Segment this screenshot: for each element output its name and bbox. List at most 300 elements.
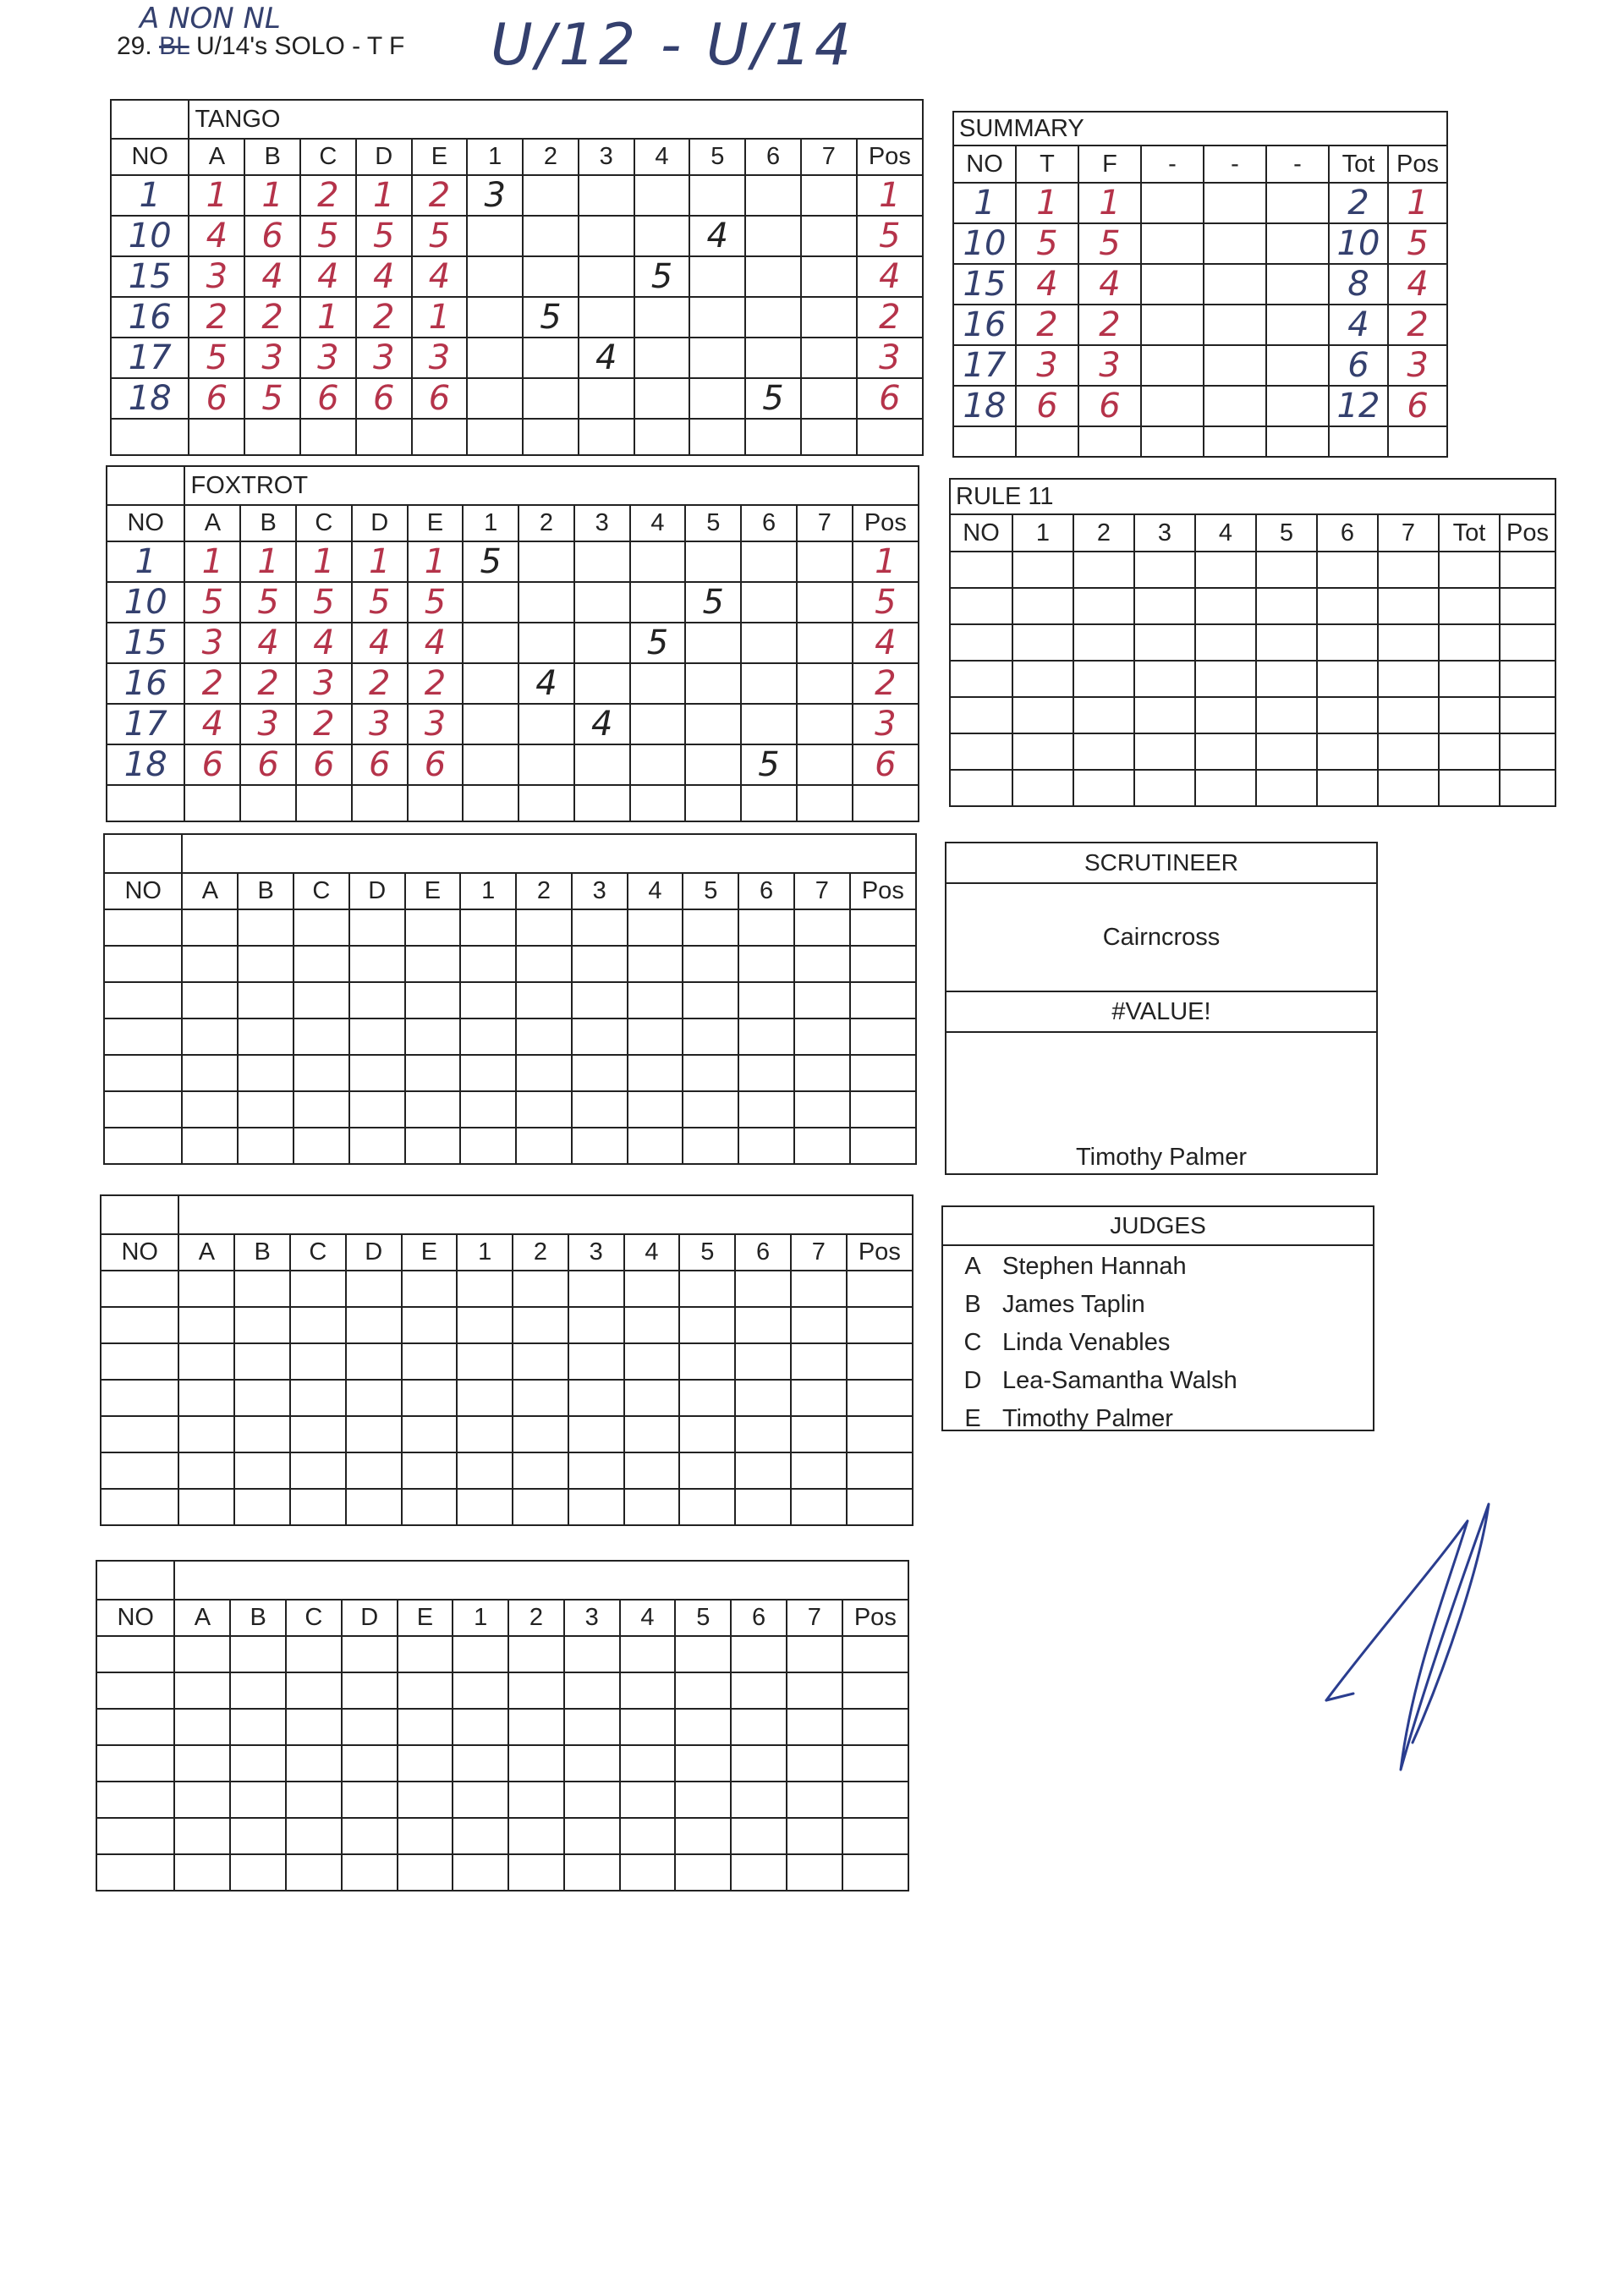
empty-cell [620, 1672, 676, 1709]
empty-cell [349, 1091, 405, 1128]
column-header: NO [104, 873, 182, 909]
empty-cell [174, 1782, 230, 1818]
mark-cell: 5 [300, 216, 356, 256]
mark-cell: 4 [240, 623, 296, 663]
empty-cell [624, 1271, 680, 1307]
empty-cell [1134, 697, 1195, 733]
empty-cell [460, 946, 516, 982]
empty-cell [950, 770, 1012, 806]
mark-cell: 2 [296, 704, 352, 744]
empty-cell [953, 426, 1016, 457]
mark-cell: 3 [1078, 345, 1141, 386]
column-header: 7 [791, 1234, 847, 1271]
mark-cell [467, 256, 523, 297]
column-header: 6 [738, 873, 794, 909]
mark-cell [189, 419, 244, 455]
column-header: 3 [574, 505, 630, 541]
mark-cell: 1 [356, 175, 412, 216]
empty-cell [290, 1452, 346, 1489]
competitor-number [111, 419, 189, 455]
position-mark: 1 [1388, 183, 1447, 223]
column-header: D [346, 1234, 402, 1271]
mark-cell: 4 [689, 216, 745, 256]
empty-cell [1256, 733, 1317, 770]
foxtrot-table [106, 465, 919, 822]
empty-cell [1439, 661, 1500, 697]
blank-dance-table-1 [103, 833, 917, 1165]
empty-cell [182, 909, 238, 946]
empty-cell [1378, 770, 1439, 806]
empty-cell [174, 1709, 230, 1745]
mark-cell [797, 704, 853, 744]
column-header: 1 [460, 873, 516, 909]
mark-cell [745, 175, 801, 216]
empty-cell [349, 909, 405, 946]
mark-cell [745, 256, 801, 297]
position-mark: 5 [857, 216, 923, 256]
empty-cell [460, 1128, 516, 1164]
mark-cell [574, 663, 630, 704]
column-header: 7 [787, 1600, 842, 1636]
judge-letter: D [963, 1367, 982, 1394]
empty-cell [842, 1636, 908, 1672]
total-cell: 8 [1329, 264, 1388, 305]
mark-cell: 4 [412, 256, 468, 297]
empty-cell [735, 1489, 791, 1525]
column-header: C [296, 505, 352, 541]
mark-cell [630, 704, 686, 744]
empty-cell [178, 1489, 234, 1525]
empty-cell [398, 1672, 453, 1709]
empty-cell [1439, 624, 1500, 661]
mark-cell: 2 [1078, 305, 1141, 345]
empty-cell [683, 1055, 738, 1091]
empty-cell [405, 909, 461, 946]
empty-cell [174, 1745, 230, 1782]
empty-cell [402, 1307, 458, 1343]
empty-cell [513, 1271, 568, 1307]
empty-cell [842, 1672, 908, 1709]
empty-cell [457, 1380, 513, 1416]
empty-cell [294, 1128, 349, 1164]
empty-cell [735, 1343, 791, 1380]
empty-cell [402, 1271, 458, 1307]
empty-cell [402, 1416, 458, 1452]
empty-cell [1073, 733, 1134, 770]
column-header: NO [953, 145, 1016, 183]
empty-cell [1012, 588, 1073, 624]
empty-cell [346, 1307, 402, 1343]
column-header: 7 [1378, 514, 1439, 552]
empty-cell [1012, 697, 1073, 733]
empty-cell [572, 982, 628, 1018]
empty-cell [342, 1745, 398, 1782]
empty-cell [794, 909, 850, 946]
mark-cell [801, 256, 857, 297]
empty-cell [624, 1416, 680, 1452]
mark-cell [240, 785, 296, 821]
column-header: NO [101, 1234, 178, 1271]
mark-cell [745, 216, 801, 256]
empty-cell [96, 1782, 174, 1818]
mark-cell: 5 [741, 744, 797, 785]
empty-cell [787, 1636, 842, 1672]
competitor-number: 18 [107, 744, 184, 785]
column-header: C [290, 1234, 346, 1271]
judge-letter: E [964, 1405, 981, 1432]
empty-cell [1317, 588, 1378, 624]
empty-cell [104, 1091, 182, 1128]
mark-cell: 3 [296, 663, 352, 704]
empty-cell [1439, 588, 1500, 624]
empty-cell [791, 1271, 847, 1307]
empty-cell [679, 1271, 735, 1307]
mark-cell [184, 785, 240, 821]
column-header: 3 [564, 1600, 620, 1636]
mark-cell: 3 [352, 704, 408, 744]
judge-row [943, 1400, 1373, 1438]
column-header: 2 [516, 873, 572, 909]
empty-cell [1439, 733, 1500, 770]
mark-cell [518, 704, 574, 744]
empty-cell [1073, 697, 1134, 733]
column-header: 6 [741, 505, 797, 541]
column-header: 5 [683, 873, 738, 909]
empty-cell [679, 1452, 735, 1489]
competitor-number: 1 [107, 541, 184, 582]
empty-cell [675, 1672, 731, 1709]
mark-cell [1266, 345, 1329, 386]
empty-cell [457, 1343, 513, 1380]
empty-cell [405, 1091, 461, 1128]
empty-cell [96, 1636, 174, 1672]
mark-cell [1266, 183, 1329, 223]
column-header: 7 [797, 505, 853, 541]
empty-cell [402, 1452, 458, 1489]
mark-cell [579, 419, 634, 455]
empty-cell [174, 1636, 230, 1672]
empty-cell [620, 1854, 676, 1891]
empty-cell [1195, 624, 1256, 661]
mark-cell: 1 [240, 541, 296, 582]
empty-cell [453, 1745, 508, 1782]
empty-cell [96, 1745, 174, 1782]
column-header: D [342, 1600, 398, 1636]
judge-row [943, 1286, 1373, 1324]
position-mark: 4 [853, 623, 919, 663]
empty-cell [1195, 770, 1256, 806]
empty-cell [847, 1307, 913, 1343]
empty-cell [1500, 661, 1555, 697]
empty-cell [850, 1128, 916, 1164]
empty-cell [101, 1380, 178, 1416]
mark-cell [741, 541, 797, 582]
column-header: - [1141, 145, 1204, 183]
column-header: B [230, 1600, 286, 1636]
empty-cell [398, 1745, 453, 1782]
column-header: 6 [735, 1234, 791, 1271]
empty-cell [683, 1091, 738, 1128]
mark-cell [467, 338, 523, 378]
empty-cell [735, 1452, 791, 1489]
mark-cell: 4 [408, 623, 464, 663]
summary-title: SUMMARY [953, 112, 1447, 145]
mark-cell: 1 [300, 297, 356, 338]
empty-cell [679, 1307, 735, 1343]
empty-cell [850, 909, 916, 946]
column-header: 1 [1012, 514, 1073, 552]
empty-cell [1012, 624, 1073, 661]
empty-cell [290, 1416, 346, 1452]
empty-cell [508, 1854, 564, 1891]
mark-cell [579, 216, 634, 256]
empty-cell [1195, 588, 1256, 624]
empty-cell [1195, 733, 1256, 770]
empty-cell [230, 1672, 286, 1709]
empty-cell [182, 1055, 238, 1091]
mark-cell [518, 744, 574, 785]
mark-cell [741, 623, 797, 663]
column-header: 1 [457, 1234, 513, 1271]
mark-cell [1141, 183, 1204, 223]
empty-cell [453, 1854, 508, 1891]
mark-cell [685, 704, 741, 744]
blank-dance-table-2 [100, 1194, 914, 1526]
empty-cell [96, 1709, 174, 1745]
mark-cell [574, 623, 630, 663]
empty-cell [787, 1672, 842, 1709]
empty-cell [628, 1018, 683, 1055]
empty-cell [1141, 426, 1204, 457]
empty-cell [1378, 624, 1439, 661]
column-header: 4 [630, 505, 686, 541]
judge-letter: A [964, 1253, 981, 1280]
judge-row [943, 1362, 1373, 1400]
position-mark: 6 [1388, 386, 1447, 426]
mark-cell [801, 378, 857, 419]
empty-cell [675, 1782, 731, 1818]
empty-cell [1317, 770, 1378, 806]
empty-cell [182, 982, 238, 1018]
mark-cell [467, 297, 523, 338]
empty-cell [1439, 697, 1500, 733]
empty-cell [513, 1489, 568, 1525]
mark-cell: 4 [184, 704, 240, 744]
mark-cell [1204, 386, 1266, 426]
empty-cell [628, 1091, 683, 1128]
mark-cell [1141, 386, 1204, 426]
mark-cell: 6 [244, 216, 300, 256]
empty-cell [731, 1745, 787, 1782]
competitor-number: 16 [111, 297, 189, 338]
position-mark: 6 [857, 378, 923, 419]
empty-cell [850, 1018, 916, 1055]
mark-cell [518, 541, 574, 582]
empty-cell [453, 1709, 508, 1745]
scrutineer-value: #VALUE! [946, 992, 1376, 1033]
judges-box [941, 1205, 1374, 1431]
column-header: 7 [794, 873, 850, 909]
table-corner-cell [111, 100, 189, 139]
mark-cell [574, 541, 630, 582]
signature-icon [1320, 1497, 1506, 1785]
mark-cell [741, 582, 797, 623]
competitor-number: 17 [107, 704, 184, 744]
empty-cell [620, 1782, 676, 1818]
column-header: E [398, 1600, 453, 1636]
rule11-table [949, 478, 1556, 807]
empty-cell [460, 1091, 516, 1128]
column-header: Pos [847, 1234, 913, 1271]
empty-cell [950, 588, 1012, 624]
empty-cell [104, 1055, 182, 1091]
mark-cell: 5 [408, 582, 464, 623]
mark-cell [467, 419, 523, 455]
mark-cell [634, 378, 690, 419]
mark-cell [801, 297, 857, 338]
table-corner-cell [104, 834, 182, 873]
empty-cell [101, 1452, 178, 1489]
empty-cell [950, 552, 1012, 588]
empty-cell [457, 1489, 513, 1525]
mark-cell: 4 [296, 623, 352, 663]
empty-cell [238, 909, 294, 946]
empty-cell [290, 1271, 346, 1307]
empty-cell [1256, 552, 1317, 588]
empty-cell [453, 1636, 508, 1672]
judge-name: James Taplin [1002, 1291, 1145, 1318]
empty-cell [346, 1271, 402, 1307]
empty-cell [1378, 733, 1439, 770]
empty-cell [460, 1055, 516, 1091]
empty-cell [453, 1782, 508, 1818]
column-header: D [349, 873, 405, 909]
mark-cell [356, 419, 412, 455]
mark-cell: 3 [408, 704, 464, 744]
mark-cell: 1 [1078, 183, 1141, 223]
empty-cell [794, 1055, 850, 1091]
empty-cell [791, 1416, 847, 1452]
empty-cell [182, 946, 238, 982]
empty-cell [460, 982, 516, 1018]
empty-cell [847, 1343, 913, 1380]
mark-cell: 5 [352, 582, 408, 623]
mark-cell: 3 [467, 175, 523, 216]
competitor-number [107, 785, 184, 821]
column-header: Pos [842, 1600, 908, 1636]
judge-row [943, 1324, 1373, 1362]
empty-cell [628, 946, 683, 982]
position-mark: 2 [1388, 305, 1447, 345]
mark-cell: 6 [240, 744, 296, 785]
mark-cell [463, 704, 518, 744]
column-header: 5 [675, 1600, 731, 1636]
empty-cell [286, 1782, 342, 1818]
mark-cell [797, 663, 853, 704]
empty-cell [624, 1380, 680, 1416]
empty-cell [516, 982, 572, 1018]
empty-cell [346, 1489, 402, 1525]
column-header: Tot [1439, 514, 1500, 552]
empty-cell [624, 1343, 680, 1380]
column-header: 6 [745, 139, 801, 175]
mark-cell [634, 175, 690, 216]
empty-cell [731, 1782, 787, 1818]
mark-cell [797, 541, 853, 582]
mark-cell [518, 582, 574, 623]
mark-cell: 2 [184, 663, 240, 704]
empty-cell [230, 1782, 286, 1818]
empty-cell [842, 1782, 908, 1818]
mark-cell [745, 419, 801, 455]
empty-cell [182, 1091, 238, 1128]
empty-cell [101, 1307, 178, 1343]
column-header: A [178, 1234, 234, 1271]
empty-cell [1134, 733, 1195, 770]
empty-cell [624, 1489, 680, 1525]
mark-cell: 1 [412, 297, 468, 338]
dance-title [178, 1195, 913, 1234]
column-header: 2 [518, 505, 574, 541]
empty-cell [286, 1818, 342, 1854]
empty-cell [620, 1709, 676, 1745]
mark-cell [689, 297, 745, 338]
empty-cell [683, 946, 738, 982]
empty-cell [738, 1055, 794, 1091]
mark-cell [634, 216, 690, 256]
empty-cell [238, 982, 294, 1018]
judge-name: Linda Venables [1002, 1329, 1171, 1356]
mark-cell [689, 338, 745, 378]
empty-cell [683, 1128, 738, 1164]
empty-cell [572, 1091, 628, 1128]
empty-cell [568, 1307, 624, 1343]
empty-cell [950, 733, 1012, 770]
empty-cell [1500, 697, 1555, 733]
empty-cell [290, 1307, 346, 1343]
empty-cell [104, 1128, 182, 1164]
empty-cell [1317, 552, 1378, 588]
empty-cell [794, 1018, 850, 1055]
empty-cell [294, 982, 349, 1018]
empty-cell [787, 1709, 842, 1745]
empty-cell [572, 1018, 628, 1055]
total-cell: 12 [1329, 386, 1388, 426]
empty-cell [234, 1452, 290, 1489]
empty-cell [628, 982, 683, 1018]
total-cell: 4 [1329, 305, 1388, 345]
empty-cell [950, 624, 1012, 661]
mark-cell: 4 [244, 256, 300, 297]
empty-cell [1388, 426, 1447, 457]
empty-cell [1256, 770, 1317, 806]
column-header: 4 [624, 1234, 680, 1271]
column-header: A [174, 1600, 230, 1636]
empty-cell [178, 1452, 234, 1489]
mark-cell [630, 582, 686, 623]
empty-cell [1195, 552, 1256, 588]
mark-cell [244, 419, 300, 455]
position-mark: 6 [853, 744, 919, 785]
empty-cell [1439, 770, 1500, 806]
empty-cell [342, 1818, 398, 1854]
mark-cell [634, 338, 690, 378]
mark-cell [685, 541, 741, 582]
mark-cell [630, 663, 686, 704]
empty-cell [842, 1818, 908, 1854]
empty-cell [791, 1452, 847, 1489]
empty-cell [1439, 552, 1500, 588]
